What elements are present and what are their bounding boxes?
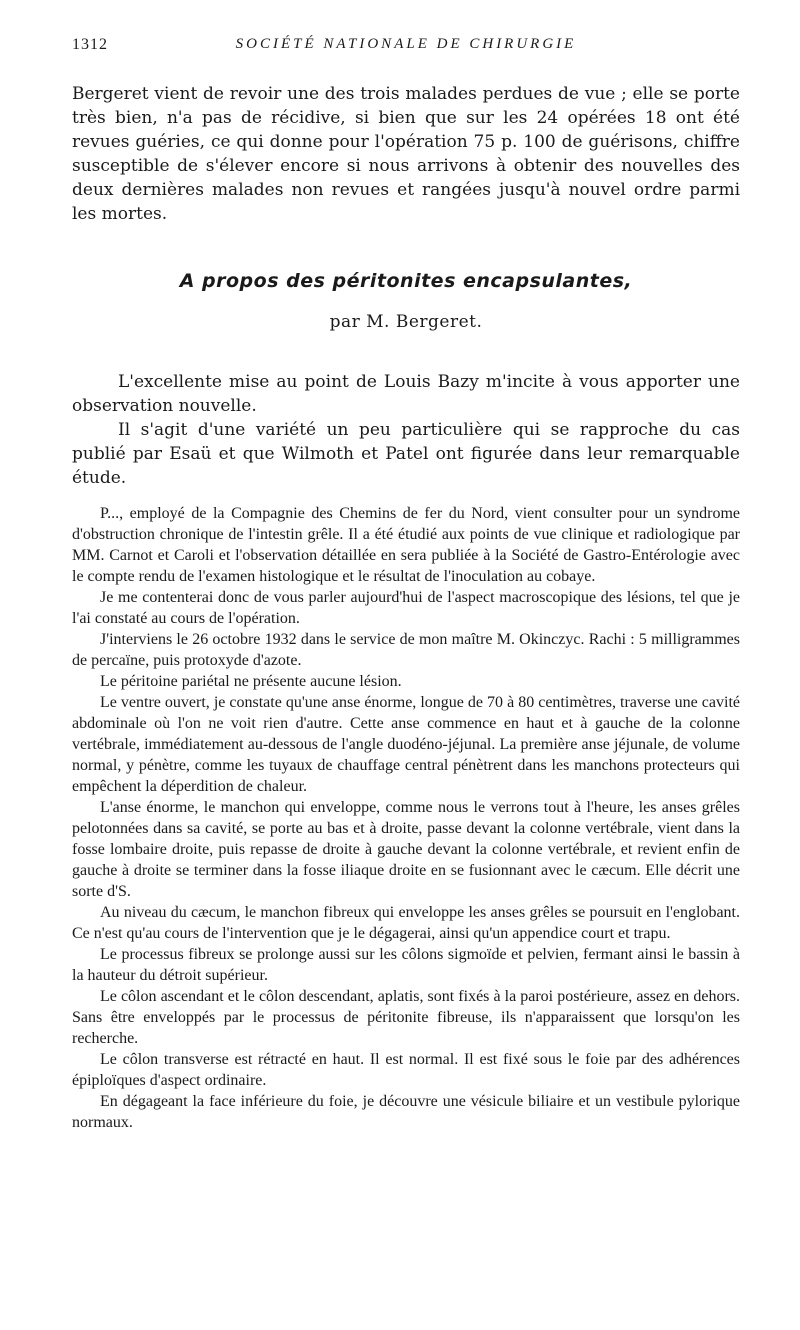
intro-paragraph: Bergeret vient de revoir une des trois malades perdues de vue ; elle se porte très bien, n'a pas de récidive, si bien que sur les 24 opérées 18 ont été revues guéries, ce qui donne pour l'opération 75 p. 100 de guérisons, chiffre susceptible de s'élever encore si nous arrivons à obtenir des nouvelles des deux dernières malades non revues et rangées jusqu'à nouvel ordre parmi les mortes. [72, 84, 740, 224]
article-author: par M. Bergeret. [329, 312, 483, 332]
running-head [72, 36, 740, 58]
observation-paragraph: Le ventre ouvert, je constate qu'une anse énorme, longue de 70 à 80 centimètres, traverse une cavité abdominale où l'on ne voit rien d'autre. Cette anse commence en haut et à gauche de la colonne vertébrale, immédiatement au-dessous de l'angle duodéno-jéjunal. La première anse jéjunale, de volume normal, y pénètre, comme les tuyaux de chauffage central pénètrent dans les manchons protecteurs qui empêchent la déperdition de chaleur. [72, 694, 740, 795]
page-number: 1312 [72, 36, 108, 53]
observation-paragraph: J'interviens le 26 octobre 1932 dans le service de mon maître M. Okinczyc. Rachi : 5 milligrammes de percaïne, puis protoxyde d'azote. [72, 631, 740, 669]
observation-paragraph: Je me contenterai donc de vous parler aujourd'hui de l'aspect macroscopique des lésions, tel que je l'ai constaté au cours de l'opération. [72, 589, 740, 627]
observation-paragraph: Au niveau du cæcum, le manchon fibreux qui enveloppe les anses grêles se poursuit en l'englobant. Ce n'est qu'au cours de l'intervention que je le dégagerai, ainsi qu'un appendice court et trapu. [72, 904, 740, 942]
journal-title: SOCIÉTÉ NATIONALE DE CHIRURGIE [235, 36, 577, 52]
paragraph: L'excellente mise au point de Louis Bazy m'incite à vous apporter une observation nouvelle. [72, 372, 740, 416]
observation-paragraph: Le péritoine pariétal ne présente aucune lésion. [100, 673, 402, 690]
observation-paragraph: En dégageant la face inférieure du foie, je découvre une vésicule biliaire et un vestibule pylorique normaux. [72, 1093, 740, 1131]
observation-paragraph: Le côlon ascendant et le côlon descendant, aplatis, sont fixés à la paroi postérieure, assez en dehors. Sans être enveloppés par le processus de péritonite fibreuse, ils n'apparaissent que lorsqu'on les recherche. [72, 988, 740, 1047]
observation-paragraph: Le processus fibreux se prolonge aussi sur les côlons sigmoïde et pelvien, fermant ainsi le bassin à la hauteur du détroit supérieur. [72, 946, 740, 984]
article-title: A propos des péritonites encapsulantes, [179, 270, 633, 292]
paragraph: Il s'agit d'une variété un peu particulière qui se rapproche du cas publié par Esaü et que Wilmoth et Patel ont figurée dans leur remarquable étude. [72, 420, 740, 488]
intro-section [72, 82, 740, 226]
observation-section [72, 503, 740, 1133]
introduction-paragraphs [72, 370, 740, 490]
observation-paragraph: P..., employé de la Compagnie des Chemins de fer du Nord, vient consulter pour un syndrome d'obstruction chronique de l'intestin grêle. Il a été étudié aux points de vue clinique et radiologique par MM. Carnot et Caroli et l'observation détaillée en sera publiée à la Société de Gastro-Entérologie avec le compte rendu de l'examen histologique et le résultat de l'inoculation au cobaye. [72, 505, 740, 585]
observation-paragraph: Le côlon transverse est rétracté en haut. Il est normal. Il est fixé sous le foie par des adhérences épiploïques d'aspect ordinaire. [72, 1051, 740, 1089]
observation-paragraph: L'anse énorme, le manchon qui enveloppe, comme nous le verrons tout à l'heure, les anses grêles pelotonnées dans sa cavité, se porte au bas et à droite, passe devant la colonne vertébrale, vient dans la fosse lombaire droite, puis repasse de droite à gauche devant la colonne vertébrale, et revient enfin de gauche à droite se terminer dans la fosse iliaque droite en se fusionnant avec le cæcum. Elle décrit une sorte d'S. [72, 799, 740, 900]
